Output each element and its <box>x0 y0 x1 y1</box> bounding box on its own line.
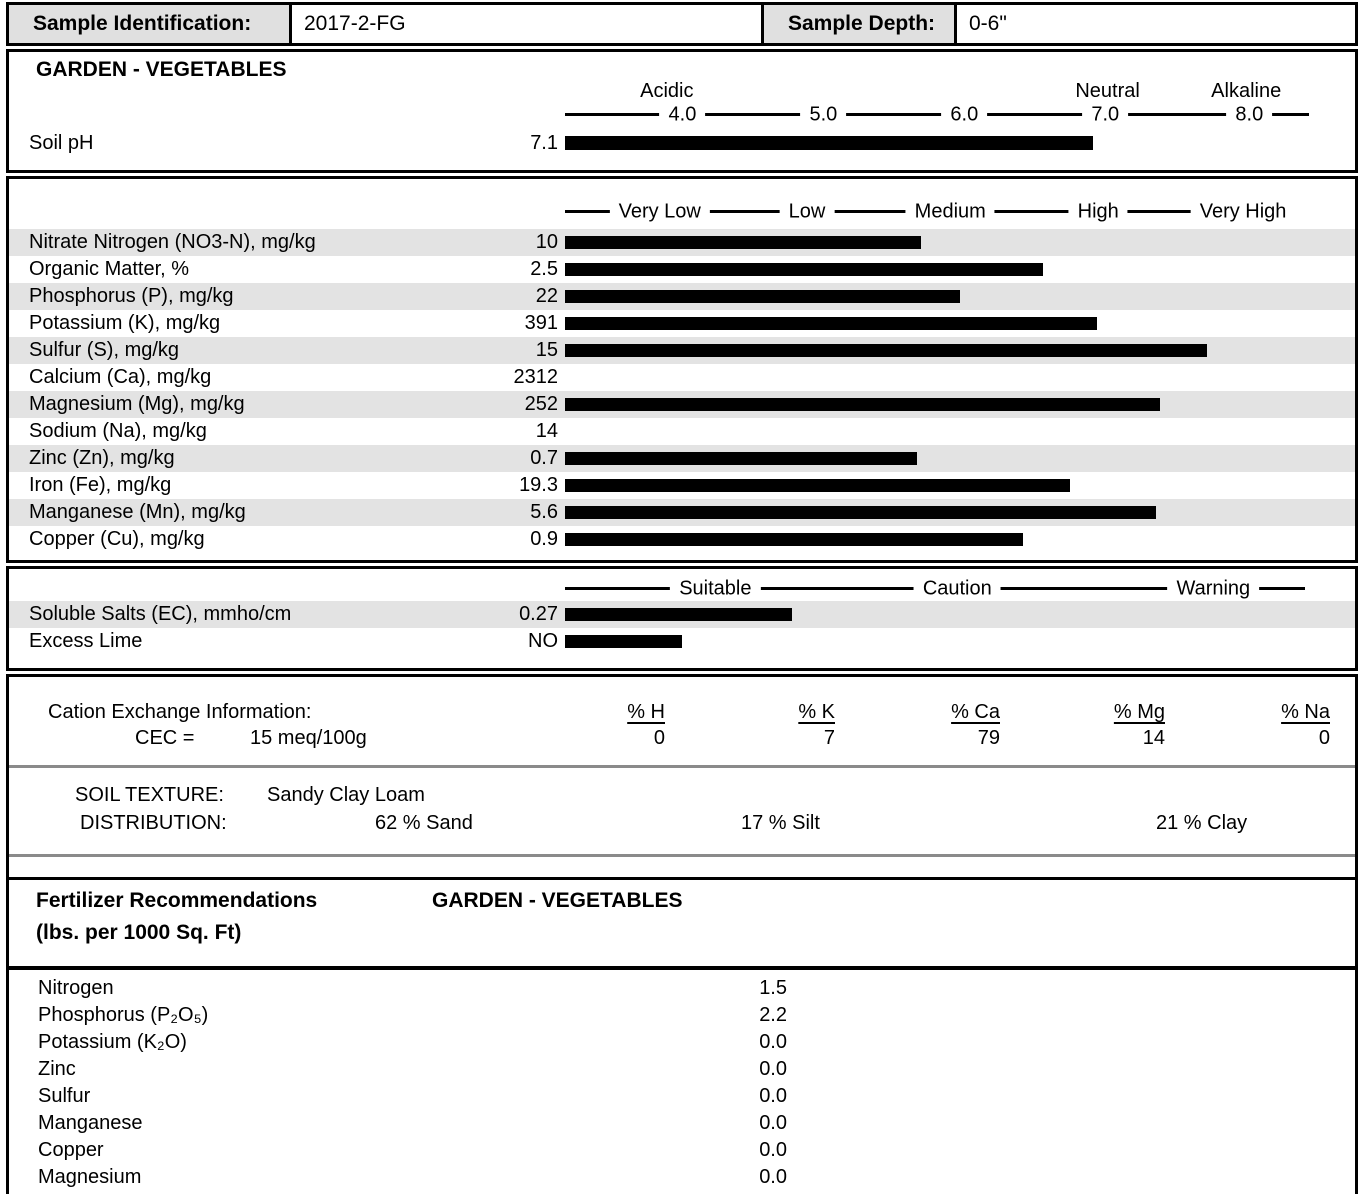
soil-texture-block <box>9 768 1355 854</box>
fertilizer-row <box>9 975 1355 1002</box>
cation-value-k: 7 <box>823 727 835 749</box>
rating-bar <box>565 236 921 249</box>
nutrient-scale <box>565 199 1348 225</box>
fertilizer-name: Zinc <box>38 1058 76 1080</box>
row-value: 5.6 <box>530 501 558 523</box>
fertilizer-crop-title: GARDEN - VEGETABLES <box>432 889 683 912</box>
scale-very-high: Very High <box>1191 201 1296 224</box>
nutrient-row <box>9 628 1355 655</box>
fertilizer-header <box>9 880 1355 966</box>
row-bar-zone <box>565 479 1348 492</box>
fertilizer-row <box>9 1137 1355 1164</box>
row-bar-zone <box>565 635 1348 648</box>
row-value: 0.7 <box>530 447 558 469</box>
sample-id-label: Sample Identification: <box>9 5 292 43</box>
cec-value: 15 meq/100g <box>250 727 367 749</box>
fertilizer-name: Potassium (K₂O) <box>38 1031 187 1053</box>
rating-bar <box>565 398 1160 411</box>
row-value: 19.3 <box>519 474 558 496</box>
row-value: 391 <box>524 312 558 334</box>
fertilizer-row <box>9 1002 1355 1029</box>
row-bar-zone <box>565 344 1348 357</box>
nutrient-row <box>9 418 1355 445</box>
cation-title: Cation Exchange Information: <box>48 701 312 723</box>
nutrient-row <box>9 310 1355 337</box>
lower-section <box>6 674 1358 1194</box>
nutrient-row <box>9 601 1355 628</box>
fertilizer-name: Nitrogen <box>38 977 114 999</box>
fertilizer-name: Sulfur <box>38 1085 91 1107</box>
fertilizer-name: Manganese <box>38 1112 143 1134</box>
row-label: Organic Matter, % <box>29 258 190 280</box>
salts-scale <box>565 577 1348 601</box>
scale-caution: Caution <box>914 578 1001 601</box>
fertilizer-row <box>9 1029 1355 1056</box>
distribution-clay: 21 % Clay <box>1156 812 1248 834</box>
scale-warning: Warning <box>1167 578 1259 601</box>
fertilizer-value: 0.0 <box>759 1166 787 1188</box>
ph-tick-8: 8.0 <box>1226 104 1272 127</box>
distribution-row <box>9 810 1355 838</box>
texture-row <box>9 782 1355 810</box>
ph-scale <box>565 104 1348 126</box>
ph-bar-zone <box>565 136 1348 150</box>
ph-tick-4: 4.0 <box>660 104 706 127</box>
ph-region-neutral: Neutral <box>1075 80 1140 102</box>
fertilizer-rows <box>9 970 1355 1194</box>
row-value: 22 <box>535 285 558 307</box>
fertilizer-value: 2.2 <box>759 1004 787 1026</box>
row-bar-zone <box>565 506 1348 519</box>
scale-high: High <box>1069 201 1128 224</box>
cation-value-h: 0 <box>653 727 665 749</box>
row-value: 2.5 <box>530 258 558 280</box>
fertilizer-value: 0.0 <box>759 1031 787 1053</box>
cation-header-h: % H <box>627 701 665 723</box>
texture-label: SOIL TEXTURE: <box>75 784 224 806</box>
row-label: Iron (Fe), mg/kg <box>29 474 172 496</box>
ph-region-alkaline: Alkaline <box>1211 80 1282 102</box>
row-bar-zone <box>565 533 1348 546</box>
row-label: Magnesium (Mg), mg/kg <box>29 393 245 415</box>
sample-depth-value: 0-6" <box>969 12 1007 35</box>
fertilizer-value: 1.5 <box>759 977 787 999</box>
ph-bar <box>565 136 1093 150</box>
salts-section <box>6 566 1358 671</box>
row-label: Sulfur (S), mg/kg <box>29 339 180 361</box>
fertilizer-name: Copper <box>38 1139 104 1161</box>
rating-bar <box>565 317 1097 330</box>
sample-id-value: 2017-2-FG <box>292 5 764 43</box>
rating-bar <box>565 290 960 303</box>
fertilizer-value: 0.0 <box>759 1139 787 1161</box>
cation-value-ca: 79 <box>977 727 1000 749</box>
fertilizer-row <box>9 1083 1355 1110</box>
cation-value-mg: 14 <box>1142 727 1165 749</box>
row-value: 0.27 <box>519 603 558 625</box>
row-value: NO <box>528 630 558 652</box>
ph-section <box>6 49 1358 173</box>
distribution-label: DISTRIBUTION: <box>80 812 227 834</box>
fertilizer-value: 0.0 <box>759 1085 787 1107</box>
ph-tick-7: 7.0 <box>1082 104 1128 127</box>
row-value: 0.9 <box>530 528 558 550</box>
fertilizer-value: 0.0 <box>759 1112 787 1134</box>
fertilizer-name: Phosphorus (P₂O₅) <box>38 1004 209 1026</box>
fertilizer-name: Magnesium <box>38 1166 142 1188</box>
row-value: 10 <box>535 231 558 253</box>
nutrient-row <box>9 337 1355 364</box>
row-label: Nitrate Nitrogen (NO3-N), mg/kg <box>29 231 316 253</box>
row-label: Zinc (Zn), mg/kg <box>29 447 175 469</box>
fertilizer-row <box>9 1056 1355 1083</box>
row-label: Soluble Salts (EC), mmho/cm <box>29 603 292 625</box>
row-label: Calcium (Ca), mg/kg <box>29 366 212 388</box>
rating-bar <box>565 506 1156 519</box>
rating-bar <box>565 479 1070 492</box>
row-bar-zone <box>565 371 1348 384</box>
cation-header-k: % K <box>798 701 835 723</box>
row-label: Sodium (Na), mg/kg <box>29 420 207 442</box>
nutrient-row <box>9 256 1355 283</box>
row-bar-zone <box>565 263 1348 276</box>
nutrient-row <box>9 283 1355 310</box>
ph-region-acidic: Acidic <box>640 80 694 102</box>
row-bar-zone <box>565 425 1348 438</box>
ph-row <box>9 126 1355 160</box>
scale-low: Low <box>780 201 835 224</box>
nutrients-section <box>6 176 1358 563</box>
row-label: Potassium (K), mg/kg <box>29 312 221 334</box>
fertilizer-value: 0.0 <box>759 1058 787 1080</box>
row-value: 15 <box>535 339 558 361</box>
texture-value: Sandy Clay Loam <box>267 784 425 806</box>
nutrient-rows <box>9 229 1355 553</box>
nutrient-row <box>9 526 1355 553</box>
row-bar-zone <box>565 452 1348 465</box>
cec-label: CEC = <box>135 727 195 749</box>
cation-header-na: % Na <box>1281 701 1330 723</box>
nutrient-row <box>9 364 1355 391</box>
ph-row-label: Soil pH <box>29 131 94 154</box>
cation-header-mg: % Mg <box>1113 701 1165 723</box>
nutrient-row <box>9 499 1355 526</box>
rating-bar <box>565 533 1023 546</box>
cation-value-row <box>9 725 1355 753</box>
row-bar-zone <box>565 317 1348 330</box>
cation-exchange-block <box>9 677 1355 765</box>
ph-region-row <box>565 78 1348 104</box>
fertilizer-row <box>9 1110 1355 1137</box>
salts-rows <box>9 601 1355 655</box>
ph-value: 7.1 <box>530 131 558 154</box>
cation-value-na: 0 <box>1318 727 1330 749</box>
row-value: 252 <box>524 393 558 415</box>
rating-bar <box>565 635 682 648</box>
row-bar-zone <box>565 236 1348 249</box>
crop-title: GARDEN - VEGETABLES <box>36 58 287 81</box>
distribution-silt: 17 % Silt <box>741 812 820 834</box>
scale-very-low: Very Low <box>610 201 710 224</box>
cation-header-row <box>9 699 1355 725</box>
row-label: Manganese (Mn), mg/kg <box>29 501 246 523</box>
fertilizer-subtitle: (lbs. per 1000 Sq. Ft) <box>36 921 242 944</box>
rating-bar <box>565 608 792 621</box>
fertilizer-title: Fertilizer Recommendations <box>36 889 318 912</box>
row-bar-zone <box>565 398 1348 411</box>
sample-depth-label: Sample Depth: <box>764 5 957 43</box>
scale-suitable: Suitable <box>670 578 760 601</box>
scale-medium: Medium <box>906 201 995 224</box>
row-value: 14 <box>535 420 558 442</box>
row-label: Phosphorus (P), mg/kg <box>29 285 234 307</box>
rating-bar <box>565 263 1043 276</box>
nutrient-row <box>9 445 1355 472</box>
row-value: 2312 <box>513 366 558 388</box>
sample-header-row <box>9 5 1355 43</box>
distribution-sand: 62 % Sand <box>375 812 473 834</box>
sample-header-box <box>6 2 1358 46</box>
rating-bar <box>565 344 1207 357</box>
row-bar-zone <box>565 608 1348 621</box>
rating-bar <box>565 452 917 465</box>
row-label: Copper (Cu), mg/kg <box>29 528 205 550</box>
ph-tick-6: 6.0 <box>941 104 987 127</box>
cation-header-ca: % Ca <box>951 701 1000 723</box>
nutrient-row <box>9 391 1355 418</box>
fertilizer-row <box>9 1164 1355 1191</box>
nutrient-row <box>9 229 1355 256</box>
row-label: Excess Lime <box>29 630 143 652</box>
nutrient-row <box>9 472 1355 499</box>
row-bar-zone <box>565 290 1348 303</box>
ph-tick-5: 5.0 <box>800 104 846 127</box>
